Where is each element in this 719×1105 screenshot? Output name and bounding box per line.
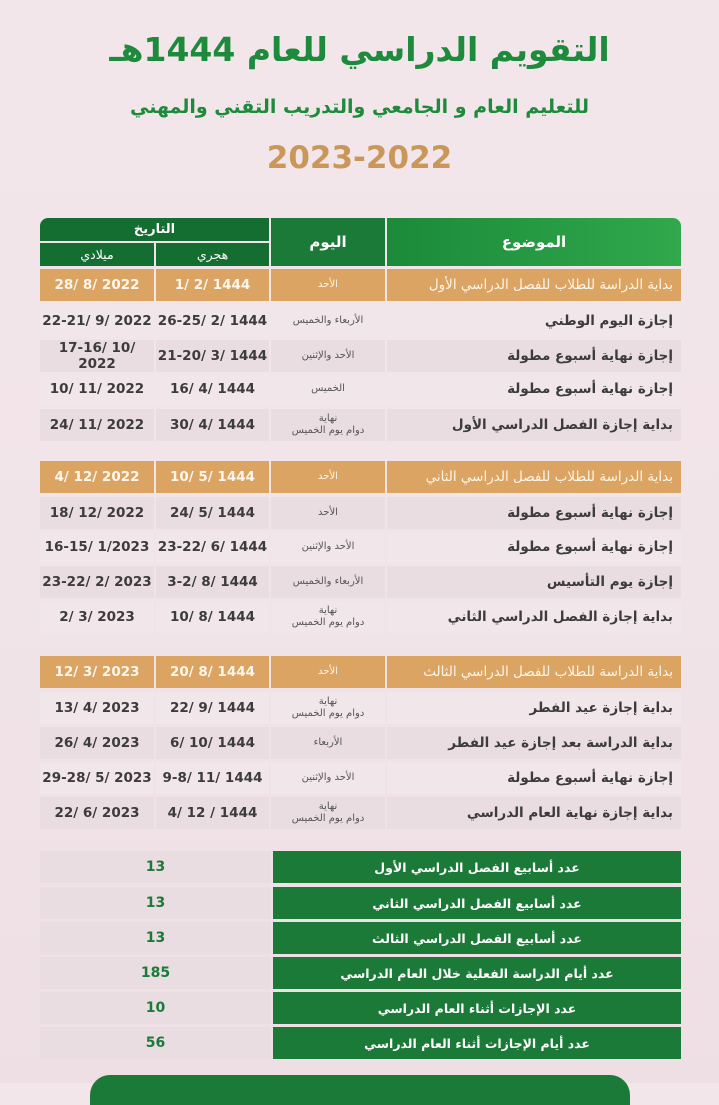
summary-row	[40, 992, 681, 1024]
row-subject: إجازة نهاية أسبوع مطولة	[387, 531, 681, 563]
row-miladi-date: 22/ 6/ 2023	[40, 797, 154, 829]
table-row	[40, 340, 681, 372]
row-day-line2: دوام يوم الخميس	[291, 425, 365, 436]
row-day	[271, 340, 385, 372]
row-day-line2: دوام يوم الخميس	[291, 617, 365, 628]
row-day-line2: دوام يوم الخميس	[291, 813, 365, 824]
footer-bar	[90, 1075, 630, 1105]
row-miladi-date: 22-21/ 9/ 2022	[40, 305, 154, 337]
table-header	[40, 218, 681, 268]
table-row	[40, 497, 681, 529]
row-subject: إجازة نهاية أسبوع مطولة	[387, 340, 681, 372]
row-day	[271, 531, 385, 563]
row-hijri-date: 24/ 5/ 1444	[156, 497, 269, 529]
summary-label: عدد أيام الدراسة الفعلية خلال العام الدراسي	[273, 957, 681, 989]
row-hijri-date: 26-25/ 2/ 1444	[156, 305, 269, 337]
row-subject: إجازة اليوم الوطني	[387, 305, 681, 337]
summary-value: 13	[40, 851, 271, 883]
table-row	[40, 762, 681, 794]
academic-years: 2023-2022	[266, 140, 453, 176]
row-hijri-date: 3-2/ 8/ 1444	[156, 566, 269, 598]
row-day-line1: الأحد	[318, 666, 338, 677]
row-day	[271, 461, 385, 493]
row-day	[271, 497, 385, 529]
row-hijri-date: 4/ 12 / 1444	[156, 797, 269, 829]
summary-row	[40, 1027, 681, 1059]
summary-row	[40, 851, 681, 883]
table-row	[40, 656, 681, 688]
table-row	[40, 601, 681, 633]
row-day-line1: الخميس	[311, 383, 345, 394]
row-hijri-date: 16/ 4/ 1444	[156, 373, 269, 405]
summary-label: عدد أسابيع الفصل الدراسي الثاني	[273, 887, 681, 919]
row-day	[271, 373, 385, 405]
row-day-line1: نهاية	[318, 413, 338, 424]
row-day-line2: دوام يوم الخميس	[291, 708, 365, 719]
table-row	[40, 373, 681, 405]
summary-row	[40, 887, 681, 919]
row-subject: إجازة نهاية أسبوع مطولة	[387, 373, 681, 405]
row-day-line1: نهاية	[318, 605, 338, 616]
row-subject: بداية الدراسة بعد إجازة عيد الفطر	[387, 727, 681, 759]
table-row	[40, 531, 681, 563]
row-day	[271, 727, 385, 759]
header-date: التاريخ	[40, 218, 269, 241]
header-miladi: ميلادي	[40, 243, 154, 266]
row-miladi-date: 16-15/ 1/2023	[40, 531, 154, 563]
row-day-line1: الأربعاء	[313, 737, 343, 748]
row-hijri-date: 21-20/ 3/ 1444	[156, 340, 269, 372]
header-hijri: هجري	[156, 243, 269, 266]
table-row	[40, 269, 681, 301]
summary-label: عدد الإجازات أثناء العام الدراسي	[273, 992, 681, 1024]
row-hijri-date: 1/ 2/ 1444	[156, 269, 269, 301]
row-miladi-date: 10/ 11/ 2022	[40, 373, 154, 405]
row-day	[271, 305, 385, 337]
row-subject: بداية إجازة الفصل الدراسي الثاني	[387, 601, 681, 633]
row-miladi-date: 12/ 3/ 2023	[40, 656, 154, 688]
summary-row	[40, 922, 681, 954]
row-day	[271, 692, 385, 724]
row-hijri-date: 23-22/ 6/ 1444	[156, 531, 269, 563]
row-day-line1: الأحد والإثنين	[301, 350, 355, 361]
row-miladi-date: 28/ 8/ 2022	[40, 269, 154, 301]
page-title: التقويم الدراسي للعام 1444هـ	[109, 30, 610, 69]
table-row	[40, 305, 681, 337]
row-hijri-date: 9-8/ 11/ 1444	[156, 762, 269, 794]
row-subject: إجازة نهاية أسبوع مطولة	[387, 762, 681, 794]
row-day	[271, 566, 385, 598]
row-day-line1: الأربعاء والخميس	[292, 315, 364, 326]
row-miladi-date: 4/ 12/ 2022	[40, 461, 154, 493]
row-miladi-date: 23-22/ 2/ 2023	[40, 566, 154, 598]
summary-label: عدد أيام الإجازات أثناء العام الدراسي	[273, 1027, 681, 1059]
table-row	[40, 797, 681, 829]
row-day	[271, 601, 385, 633]
table-row	[40, 727, 681, 759]
row-subject: إجازة يوم التأسيس	[387, 566, 681, 598]
row-subject: بداية الدراسة للطلاب للفصل الدراسي الأول	[387, 269, 681, 301]
row-hijri-date: 22/ 9/ 1444	[156, 692, 269, 724]
row-subject: بداية الدراسة للطلاب للفصل الدراسي الثالث	[387, 656, 681, 688]
row-hijri-date: 30/ 4/ 1444	[156, 409, 269, 441]
row-hijri-date: 10/ 8/ 1444	[156, 601, 269, 633]
row-hijri-date: 10/ 5/ 1444	[156, 461, 269, 493]
row-miladi-date: 24/ 11/ 2022	[40, 409, 154, 441]
table-row	[40, 461, 681, 493]
summary-value: 185	[40, 957, 271, 989]
summary-value: 13	[40, 887, 271, 919]
row-miladi-date: 26/ 4/ 2023	[40, 727, 154, 759]
row-miladi-date: 17-16/ 10/ 2022	[40, 340, 154, 372]
row-miladi-date: 29-28/ 5/ 2023	[40, 762, 154, 794]
row-day-line1: الأحد	[318, 471, 338, 482]
row-subject: بداية إجازة عيد الفطر	[387, 692, 681, 724]
row-day-line1: الأحد	[318, 507, 338, 518]
row-day-line1: الأربعاء والخميس	[292, 576, 364, 587]
summary-label: عدد أسابيع الفصل الدراسي الثالث	[273, 922, 681, 954]
row-day	[271, 762, 385, 794]
summary-row	[40, 957, 681, 989]
row-miladi-date: 13/ 4/ 2023	[40, 692, 154, 724]
row-day-line1: الأحد	[318, 279, 338, 290]
row-day	[271, 656, 385, 688]
table-row	[40, 409, 681, 441]
row-subject: بداية إجازة نهاية العام الدراسي	[387, 797, 681, 829]
table-row	[40, 692, 681, 724]
summary-label: عدد أسابيع الفصل الدراسي الأول	[273, 851, 681, 883]
row-subject: إجازة نهاية أسبوع مطولة	[387, 497, 681, 529]
header-day: اليوم	[271, 218, 385, 266]
row-day	[271, 409, 385, 441]
row-day	[271, 797, 385, 829]
row-day	[271, 269, 385, 301]
row-day-line1: الأحد والإثنين	[301, 541, 355, 552]
row-subject: بداية إجازة الفصل الدراسي الأول	[387, 409, 681, 441]
row-hijri-date: 20/ 8/ 1444	[156, 656, 269, 688]
row-miladi-date: 2/ 3/ 2023	[40, 601, 154, 633]
page-subtitle: للتعليم العام و الجامعي والتدريب التقني والمهني	[129, 96, 590, 118]
row-day-line1: الأحد والإثنين	[301, 772, 355, 783]
row-day-line1: نهاية	[318, 696, 338, 707]
row-subject: بداية الدراسة للطلاب للفصل الدراسي الثاني	[387, 461, 681, 493]
summary-value: 13	[40, 922, 271, 954]
row-hijri-date: 6/ 10/ 1444	[156, 727, 269, 759]
summary-value: 56	[40, 1027, 271, 1059]
row-miladi-date: 18/ 12/ 2022	[40, 497, 154, 529]
row-day-line1: نهاية	[318, 801, 338, 812]
table-row	[40, 566, 681, 598]
summary-value: 10	[40, 992, 271, 1024]
header-subject: الموضوع	[387, 218, 681, 266]
